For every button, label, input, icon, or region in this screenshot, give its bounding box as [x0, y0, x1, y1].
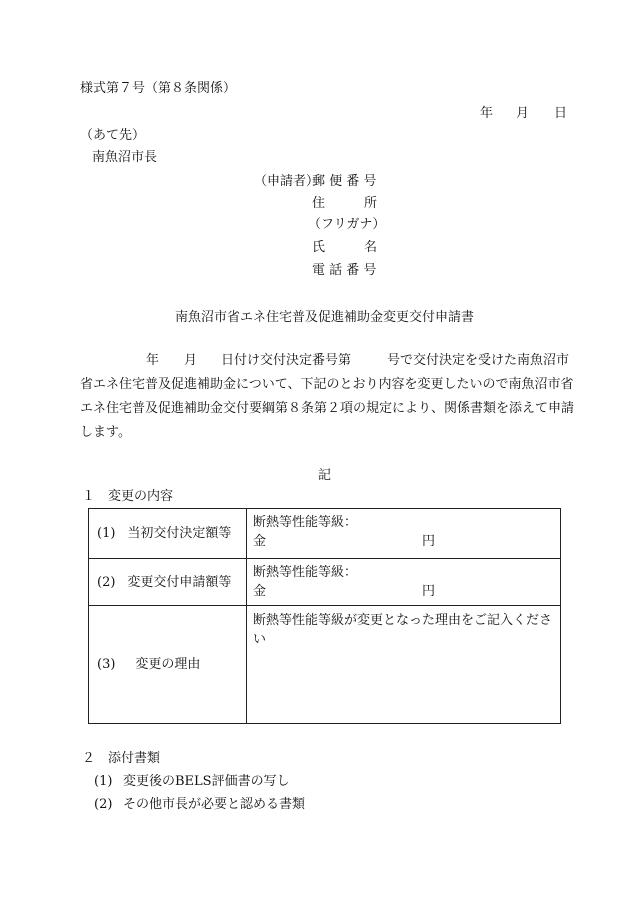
- applicant-label: （申請者）: [254, 174, 320, 189]
- body-month: 月: [184, 353, 198, 368]
- body-line1-mid: 日付け交付決定番号第: [221, 353, 352, 368]
- row1-amount-prefix: 金: [253, 534, 267, 549]
- row1-grade-label: 断熱等性能等級：: [253, 515, 358, 530]
- section1-heading: １ 変更の内容: [82, 489, 174, 504]
- row1-label-cell: [89, 509, 247, 559]
- form-number: 様式第７号（第８条関係）: [80, 81, 237, 96]
- attachment2-num: (2): [94, 797, 113, 812]
- body-line2: 省エネ住宅普及促進補助金について、下記のとおり内容を変更したいので南魚沼市省: [80, 377, 574, 392]
- table-row: [89, 559, 561, 606]
- row1-value-cell: [247, 509, 561, 559]
- document-title: 南魚沼市省エネ住宅普及促進補助金変更交付申請書: [175, 310, 475, 325]
- body-line3: エネ住宅普及促進補助金交付要綱第８条第２項の規定により、関係書類を添えて申請: [80, 401, 575, 416]
- attachment1-text: 変更後のBELS評価書の写し: [123, 774, 290, 789]
- applicant-field-name: 氏 名: [312, 240, 378, 255]
- date-day: 日: [554, 106, 568, 121]
- body-line1-tail: 号で交付決定を受けた南魚沼市: [387, 353, 570, 368]
- addressee-name: 南魚沼市長: [92, 150, 158, 165]
- table-row: [89, 606, 561, 724]
- attachment1-num: (1): [94, 774, 113, 789]
- changes-table: [88, 508, 561, 724]
- section2-heading: ２ 添付書類: [82, 751, 161, 766]
- row3-label: 変更の理由: [135, 657, 201, 672]
- date-year: 年: [480, 106, 494, 121]
- row2-amount-suffix: 円: [422, 584, 436, 599]
- attachment2-text: その他市長が必要と認める書類: [123, 797, 306, 812]
- addressee-label: （あて先）: [80, 128, 146, 143]
- row2-num: (2): [97, 574, 116, 590]
- row1-amount-suffix: 円: [422, 534, 436, 549]
- row2-label-cell: [89, 559, 247, 606]
- row2-grade-label: 断熱等性能等級：: [253, 565, 358, 580]
- applicant-field-furigana: （フリガナ）: [308, 217, 386, 232]
- row1-label: 当初交付決定額等: [127, 526, 232, 541]
- applicant-field-phone: 電 話 番 号: [312, 263, 377, 278]
- table-row: [89, 509, 561, 559]
- row3-reason-text: 断熱等性能等級が変更となった理由をご記入ください: [253, 613, 553, 647]
- date-month: 月: [516, 106, 530, 121]
- row3-num: (3): [97, 657, 116, 672]
- row2-label: 変更交付申請額等: [127, 574, 232, 590]
- row3-label-cell: [89, 606, 247, 724]
- body-line4: します。: [80, 425, 131, 440]
- row2-amount-prefix: 金: [253, 584, 267, 599]
- ki-mark: 記: [318, 468, 332, 483]
- row1-num: (1): [97, 526, 116, 541]
- body-year: 年: [146, 353, 160, 368]
- applicant-field-address: 住 所: [312, 196, 378, 211]
- row2-value-cell: [247, 559, 561, 606]
- applicant-field-postal: 郵 便 番 号: [312, 174, 377, 189]
- row3-value-cell: [247, 606, 561, 724]
